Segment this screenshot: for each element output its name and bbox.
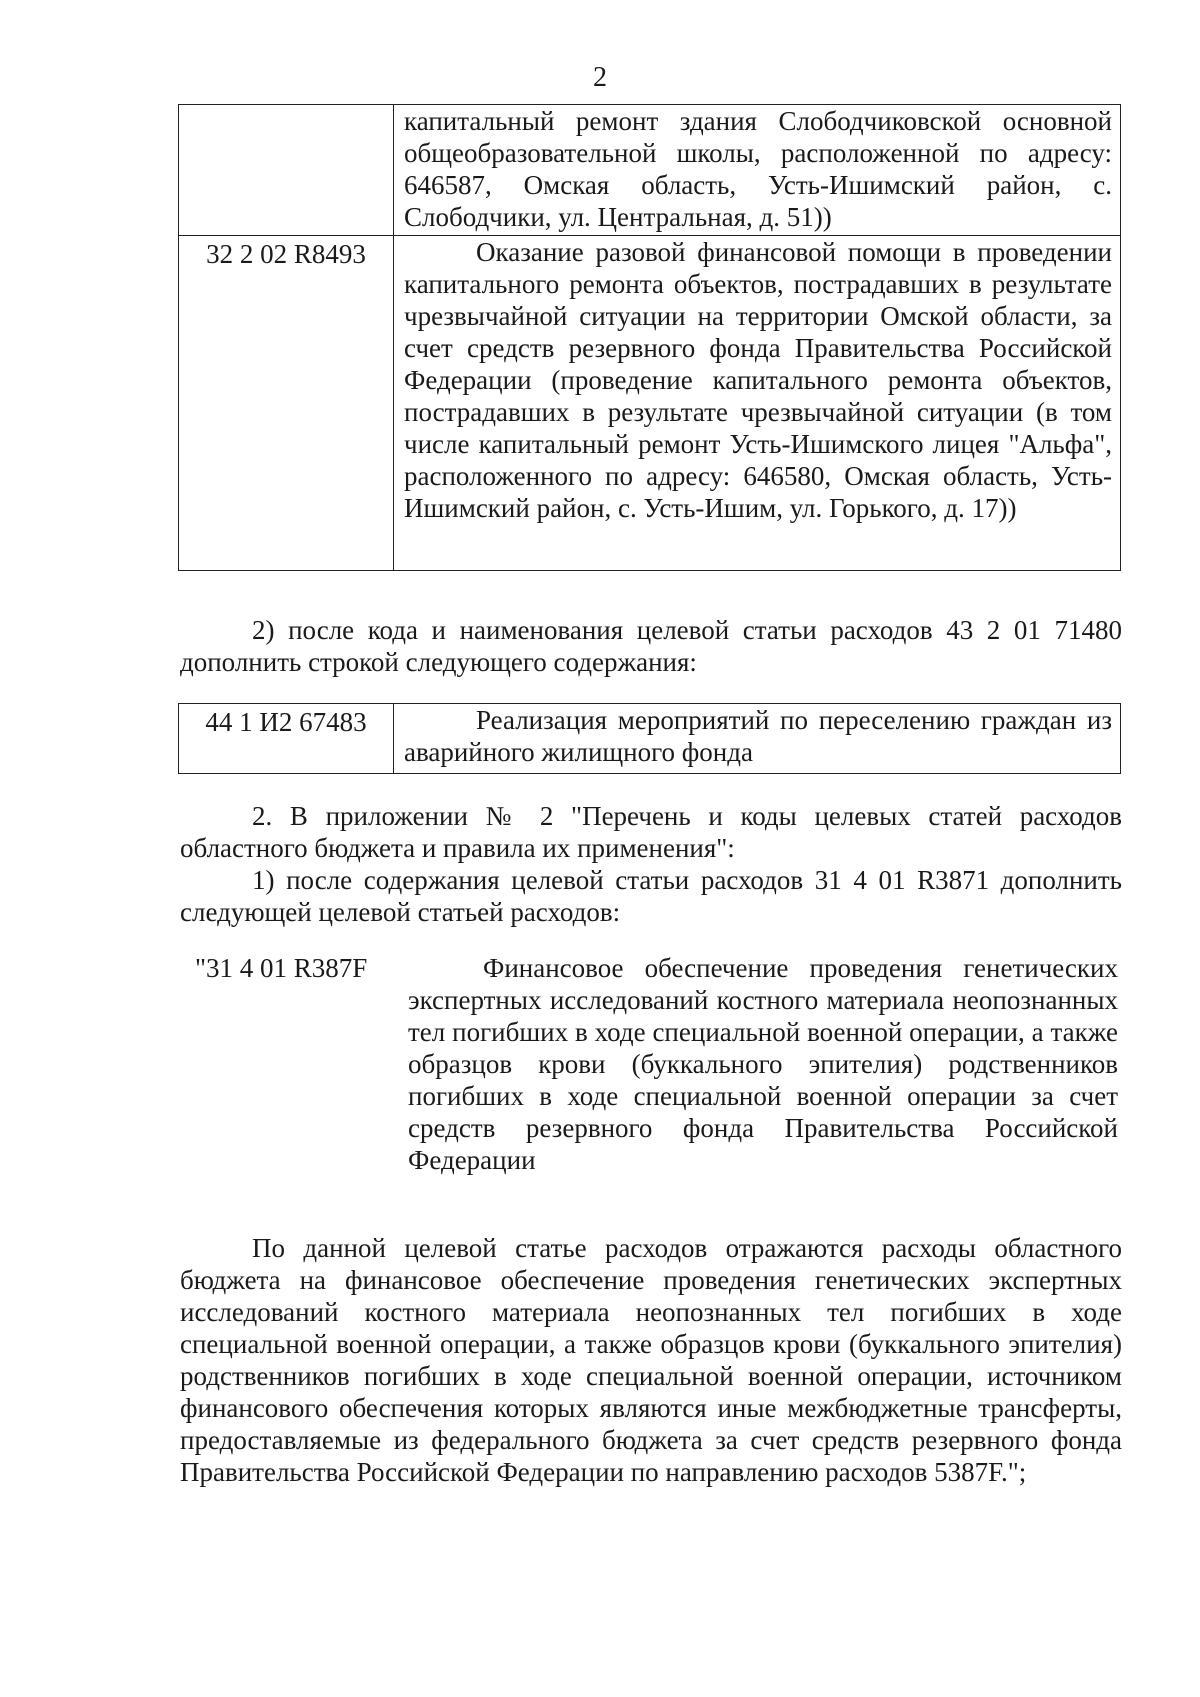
paragraph: 2) после кода и наименования целевой статьи расходов 43 2 01 71480 дополнить строкой следующего содержания: (180, 615, 1122, 677)
paragraph: 1) после содержания целевой статьи расходов 31 4 01 R3871 дополнить следующей целевой статьей расходов: (180, 865, 1122, 927)
paragraph: 2. В приложении № 2 "Перечень и коды целевых статей расходов областного бюджета и правила их применения": (180, 801, 1122, 863)
table-row (179, 105, 1121, 236)
entry-description: Финансовое обеспечение проведения генетических экспертных исследований костного материала неопознанных тел погибших в ходе специальной военной операции, а также образцов крови (буккального эпителия) родственников погибших в ходе специальной военной операции за счет средств резервного фонда Правительства Российской Федерации (408, 953, 1118, 1175)
table-cell-code: 32 2 02 R8493 (179, 236, 394, 571)
budget-table-continued (178, 104, 1121, 571)
insert-table (178, 703, 1121, 774)
entry-code: "31 4 01 R387F (195, 953, 368, 983)
table-row (179, 704, 1121, 774)
table-cell-text: Оказание разовой финансовой помощи в проведении капитального ремонта объектов, пострадавших в результате чрезвычайной ситуации на территории Омской области, за счет средств резервного фонда Правительства Российской Федерации (проведение капитального ремонта объектов, пострадавших в результате чрезвычайной ситуации (в том числе капитальный ремонт Усть-Ишимского лицея "Альфа", расположенного по адресу: 646580, Омская область, Усть-Ишимский район, с. Усть-Ишим, ул. Горького, д. 17)) (394, 236, 1121, 571)
paragraph: По данной целевой статье расходов отражаются расходы областного бюджета на финансовое обеспечение проведения генетических экспертных исследований костного материала неопознанных тел погибших в ходе специальной военной операции, а также образцов крови (буккального эпителия) родственников погибших в ходе специальной военной операции, источником финансового обеспечения которых являются иные межбюджетные трансферты, предоставляемые из федерального бюджета за счет средств резервного фонда Правительства Российской Федерации по направлению расходов 5387F."; (180, 1233, 1122, 1487)
table-row (179, 236, 1121, 571)
table-cell-code: 44 1 И2 67483 (179, 704, 394, 774)
page-number: 2 (593, 62, 607, 93)
entry-text (408, 952, 1118, 1176)
table-cell-code (179, 105, 394, 236)
table-cell-text: Реализация мероприятий по переселению граждан из аварийного жилищного фонда (394, 704, 1121, 774)
table-cell-text: капитальный ремонт здания Слободчиковской основной общеобразовательной школы, расположенной по адресу: 646587, Омская область, Усть-Ишимский район, с. Слободчики, ул. Центральная, д. 51)) (394, 105, 1121, 236)
